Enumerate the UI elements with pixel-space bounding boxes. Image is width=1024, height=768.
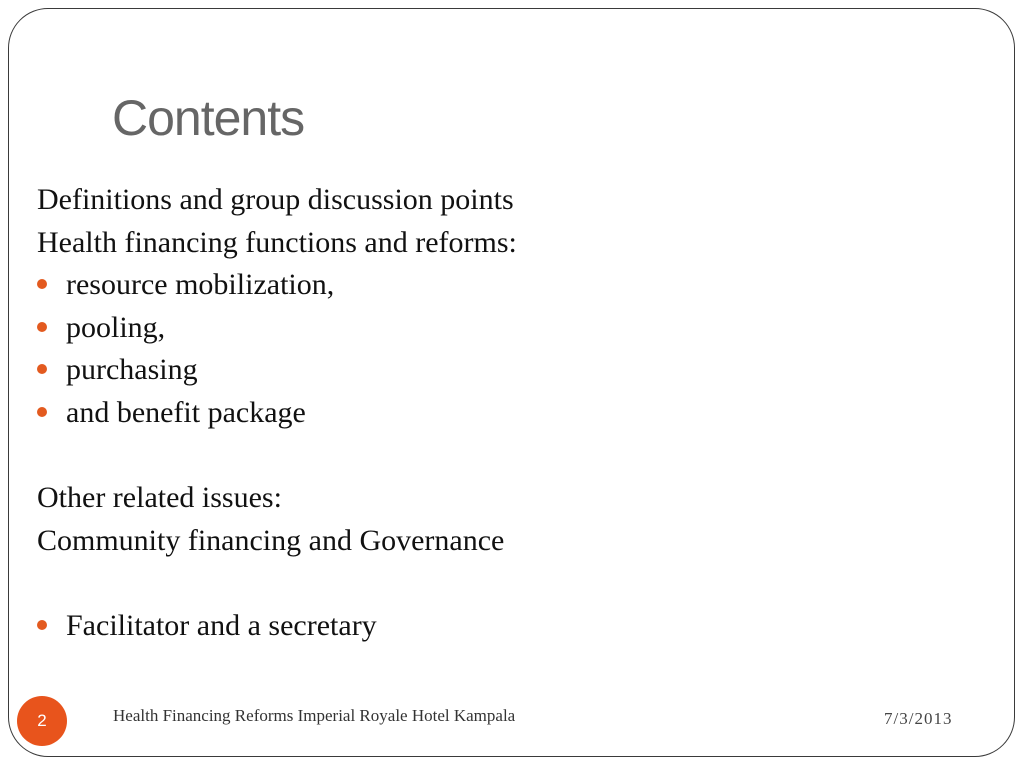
bullet-item-resource-mobilization: resource mobilization, [66,268,335,301]
bullet-icon [37,364,47,374]
slide-number-badge: 2 [17,696,67,746]
bullet-icon [37,279,47,289]
text-line-functions: Health financing functions and reforms: [37,226,517,259]
bullet-item-facilitator: Facilitator and a secretary [66,609,377,642]
bullet-item-pooling: pooling, [66,311,166,344]
bullet-item-benefit-package: and benefit package [66,396,306,429]
text-line-definitions: Definitions and group discussion points [37,183,514,216]
footer-date: 7/3/2013 [884,709,953,728]
text-line-community-financing: Community financing and Governance [37,524,505,557]
text-line-other-issues: Other related issues: [37,481,282,514]
bullet-item-purchasing: purchasing [66,353,198,386]
slide-title: Contents [112,90,305,146]
bullet-icon [37,322,47,332]
bullet-icon [37,620,47,630]
footer-text: Health Financing Reforms Imperial Royale Hotel Kampala [113,706,516,725]
bullet-icon [37,407,47,417]
